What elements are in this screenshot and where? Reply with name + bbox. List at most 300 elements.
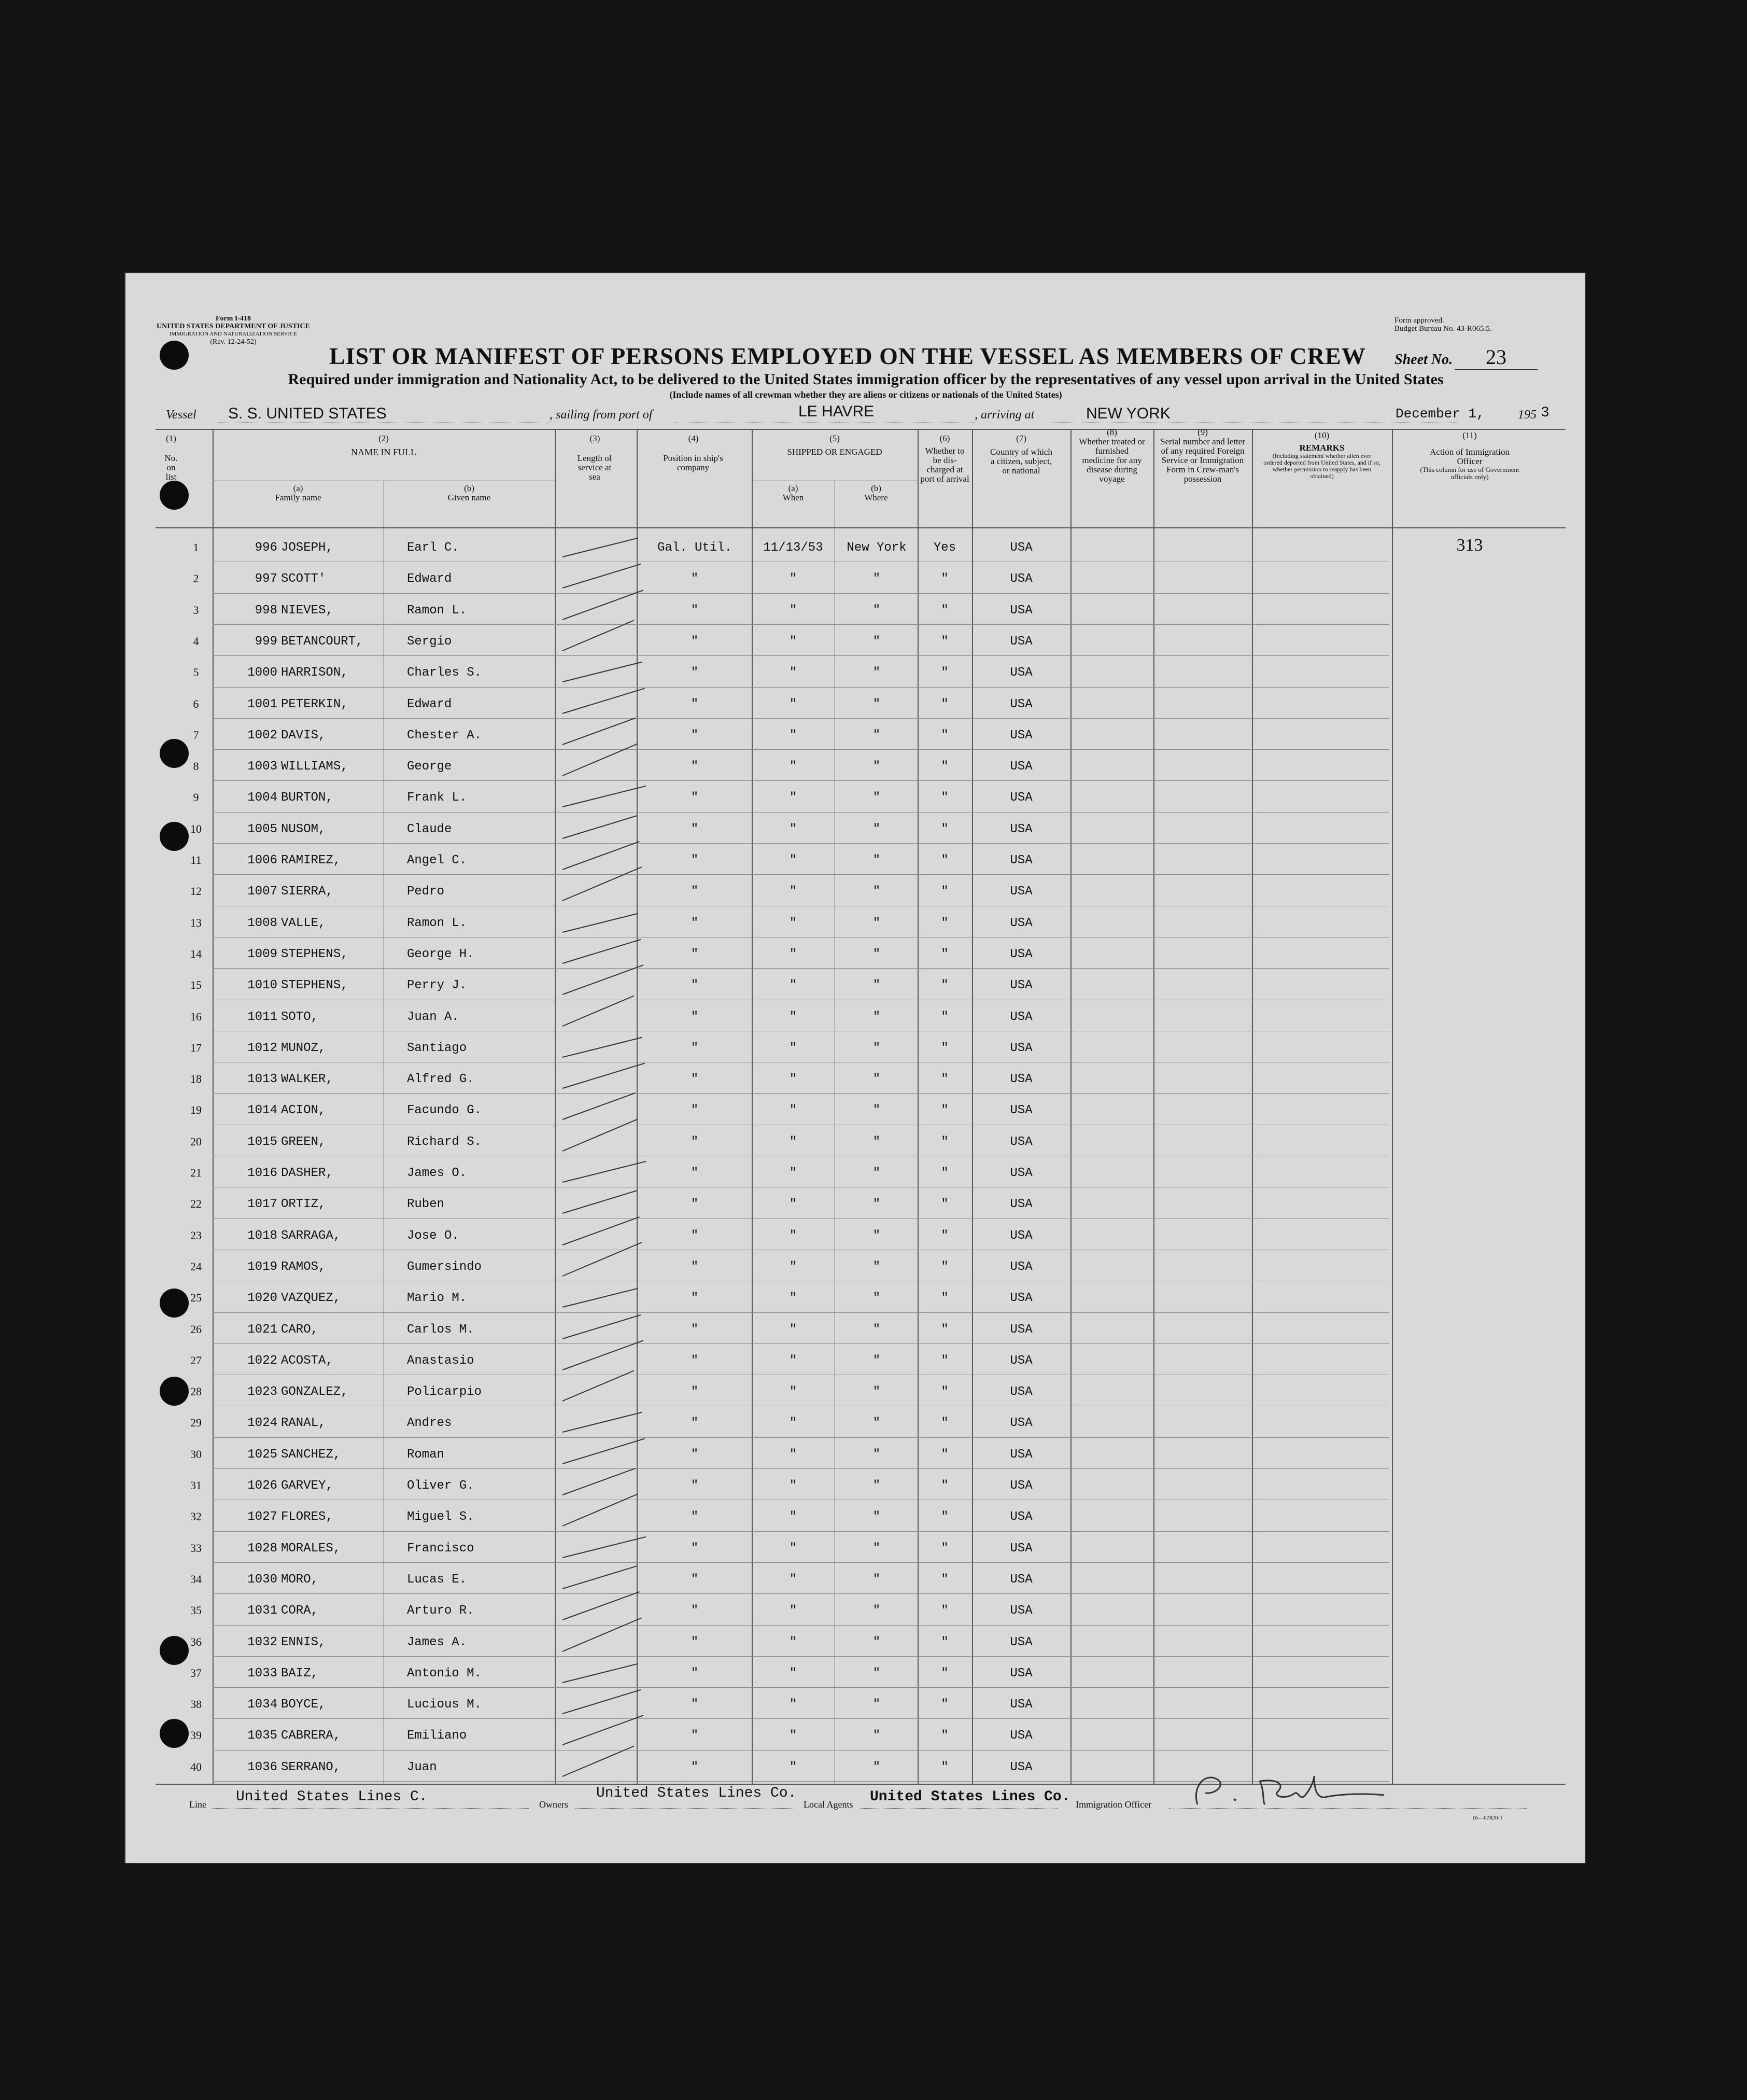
family-name: JOSEPH, [281, 541, 333, 555]
col11-number: (11) [1462, 430, 1477, 440]
service-check-mark [562, 815, 637, 839]
shipped-when: " [789, 1416, 797, 1431]
service-check-mark [562, 743, 638, 776]
shipped-where: " [872, 1197, 881, 1212]
shipped-where: " [872, 1385, 881, 1399]
col1-header [158, 434, 184, 482]
col2a-header [213, 484, 384, 502]
row-rule [213, 1468, 1389, 1469]
position: " [691, 1353, 699, 1368]
row-rule [213, 1437, 1389, 1438]
row-number: 33 [190, 1541, 202, 1555]
row-number: 11 [190, 853, 202, 866]
col5a-header [752, 484, 835, 502]
crew-list-id: 1024 [247, 1416, 277, 1431]
discharged: " [941, 1103, 949, 1118]
service-check-mark [562, 1412, 642, 1433]
crew-list-id: 1018 [247, 1228, 277, 1243]
service-check-mark [562, 662, 642, 682]
crew-list-id: 1008 [247, 916, 277, 930]
position: " [691, 1166, 699, 1180]
departure-port: LE HAVRE [798, 403, 875, 420]
given-name: George [407, 760, 452, 774]
row-number: 22 [190, 1197, 202, 1211]
country: USA [1010, 1259, 1033, 1274]
country: USA [1010, 1228, 1033, 1243]
country: USA [1010, 1541, 1033, 1556]
service-check-mark [562, 1468, 636, 1495]
family-name: SANCHEZ, [281, 1447, 341, 1462]
discharged: " [941, 1698, 949, 1712]
col2b-title: Given name [447, 493, 491, 502]
crew-list-id: 1004 [247, 791, 277, 805]
owners-value: United States Lines Co. [596, 1785, 797, 1801]
shipped-where: " [872, 791, 881, 805]
shipped-when: " [789, 916, 797, 930]
service-check-mark [562, 1340, 644, 1370]
family-name: HARRISON, [281, 666, 348, 680]
service-check-mark [562, 1565, 637, 1589]
crew-list-id: 1015 [247, 1135, 277, 1149]
given-name: Mario M. [407, 1291, 467, 1306]
divider-1 [213, 429, 214, 1784]
given-name: Gumersindo [407, 1259, 482, 1274]
punch-hole [160, 1636, 189, 1665]
family-name: RAMOS, [281, 1259, 326, 1274]
family-name: ORTIZ, [281, 1197, 326, 1212]
row-number: 16 [190, 1010, 202, 1023]
col7-number: (7) [1016, 433, 1026, 443]
service-check-mark [562, 1063, 645, 1089]
vessel-name: S. S. UNITED STATES [228, 405, 387, 422]
country: USA [1010, 1666, 1033, 1681]
shipped-where: " [872, 947, 881, 961]
given-name: Charles S. [407, 666, 482, 680]
country: USA [1010, 1729, 1033, 1743]
crew-list-id: 1023 [247, 1385, 277, 1399]
row-rule [213, 593, 1389, 594]
row-rule [213, 1656, 1389, 1657]
family-name: MORO, [281, 1572, 319, 1587]
position: " [691, 1729, 699, 1743]
shipped-when: " [789, 1291, 797, 1306]
crew-list-id: 1036 [247, 1760, 277, 1774]
owners-underline [575, 1808, 793, 1809]
shipped-when: " [789, 791, 797, 805]
given-name: Chester A. [407, 728, 482, 743]
given-name: Claude [407, 822, 452, 836]
shipped-when: " [789, 1197, 797, 1212]
col11-header [1392, 431, 1547, 481]
family-name: RANAL, [281, 1416, 326, 1431]
crew-list-id: 1025 [247, 1447, 277, 1462]
given-name: George H. [407, 947, 474, 961]
col10-title: REMARKS [1299, 443, 1345, 453]
shipped-when: " [789, 1447, 797, 1462]
row-number: 31 [190, 1479, 202, 1492]
crew-list-id: 1030 [247, 1572, 277, 1587]
row-number: 40 [190, 1760, 202, 1773]
row-number: 28 [190, 1385, 202, 1398]
service-check-mark [562, 1161, 646, 1183]
service-check-mark [562, 1242, 642, 1277]
row-number: 7 [193, 728, 199, 741]
service-check-mark [562, 939, 641, 964]
crew-list-id: 1006 [247, 853, 277, 867]
owners-label: Owners [539, 1799, 568, 1810]
col7-header [972, 434, 1070, 475]
shipped-when: " [789, 1353, 797, 1368]
crew-list-id: 1026 [247, 1479, 277, 1493]
row-rule [213, 780, 1389, 781]
family-name: DAVIS, [281, 728, 326, 743]
agents-value: United States Lines Co. [870, 1789, 1070, 1805]
service-check-mark [562, 964, 644, 995]
family-name: RAMIREZ, [281, 853, 341, 867]
discharged: " [941, 1072, 949, 1087]
row-number: 32 [190, 1510, 202, 1523]
shipped-when: " [789, 1385, 797, 1399]
line-value: United States Lines C. [236, 1789, 428, 1805]
shipped-where: " [872, 1259, 881, 1274]
service-check-mark [562, 1591, 640, 1620]
shipped-where: " [872, 1635, 881, 1649]
discharged: " [941, 1447, 949, 1462]
shipped-when: " [789, 1041, 797, 1055]
shipped-where: " [872, 697, 881, 711]
service-check-mark [562, 867, 642, 902]
discharged: " [941, 1510, 949, 1524]
service-check-mark [562, 1438, 645, 1464]
family-name: GARVEY, [281, 1479, 333, 1493]
col10-number: (10) [1314, 430, 1330, 440]
col8-header [1070, 428, 1153, 484]
given-name: Santiago [407, 1041, 467, 1055]
position: " [691, 1698, 699, 1712]
crew-list-id: 1034 [247, 1698, 277, 1712]
given-name: Oliver G. [407, 1479, 474, 1493]
row-rule [213, 1718, 1389, 1719]
family-name: NIEVES, [281, 603, 333, 618]
shipped-when: 11/13/53 [763, 541, 823, 555]
row-rule [213, 812, 1389, 813]
divider-6 [972, 429, 973, 1784]
page-title: LIST OR MANIFEST OF PERSONS EMPLOYED ON THE VESSEL AS MEMBERS OF CREW [329, 343, 1366, 369]
crew-list-id: 1021 [247, 1322, 277, 1337]
position: " [691, 634, 699, 649]
arrival-port: NEW YORK [1086, 405, 1171, 422]
family-name: STEPHENS, [281, 978, 348, 993]
discharged: " [941, 666, 949, 680]
col8-number: (8) [1107, 427, 1117, 437]
col11-title: Action of Immigration Officer [1430, 447, 1510, 466]
col2b-header [384, 484, 555, 502]
col11-subtitle: (This column for use of Government officials only) [1420, 466, 1519, 481]
service-check-mark [562, 1037, 642, 1058]
shipped-where: New York [847, 541, 907, 555]
country: USA [1010, 1197, 1033, 1212]
col9-title: Serial number and letter of any required Foreign Service or Immigration Form in Crew-man's possession [1160, 437, 1245, 484]
service-check-mark [562, 590, 644, 620]
row-rule [213, 1093, 1389, 1094]
shipped-where: " [872, 1072, 881, 1087]
line-label: Line [189, 1799, 206, 1810]
position: " [691, 1447, 699, 1462]
crew-list-id: 1016 [247, 1166, 277, 1180]
country: USA [1010, 916, 1033, 930]
col2-title: NAME IN FULL [351, 447, 416, 457]
service-check-mark [562, 913, 638, 932]
revision: (Rev. 12-24-52) [210, 338, 257, 346]
family-name: STEPHENS, [281, 947, 348, 961]
position: " [691, 1760, 699, 1774]
discharged: " [941, 1322, 949, 1337]
country: USA [1010, 760, 1033, 774]
shipped-when: " [789, 666, 797, 680]
shipped-where: " [872, 1698, 881, 1712]
punch-hole [160, 822, 189, 851]
row-rule [213, 1343, 1389, 1344]
country: USA [1010, 1572, 1033, 1587]
crew-list-id: 1035 [247, 1729, 277, 1743]
row-rule [213, 1562, 1389, 1563]
col2b-number: (b) [464, 483, 474, 493]
sheet-number-block [1394, 345, 1538, 370]
row-number: 10 [190, 822, 202, 835]
row-number: 17 [190, 1041, 202, 1054]
col5-number: (5) [829, 433, 840, 443]
crew-list-id: 1033 [247, 1666, 277, 1681]
crew-list-id: 1032 [247, 1635, 277, 1649]
family-name: MORALES, [281, 1541, 341, 1556]
position: Gal. Util. [657, 541, 732, 555]
crew-list-id: 1027 [247, 1510, 277, 1524]
shipped-when: " [789, 603, 797, 618]
country: USA [1010, 666, 1033, 680]
row-rule [213, 624, 1389, 625]
form-number: Form I-418 [215, 315, 251, 323]
row-number: 36 [190, 1635, 202, 1648]
country: USA [1010, 822, 1033, 836]
include-note: (Include names of all crewman whether they are aliens or citizens or nationals of the United States) [669, 389, 1062, 400]
print-code: 16—67820-1 [1472, 1815, 1503, 1821]
family-name: SCOTT' [281, 572, 326, 586]
crew-list-id: 1017 [247, 1197, 277, 1212]
country: USA [1010, 603, 1033, 618]
country: USA [1010, 1416, 1033, 1431]
shipped-where: " [872, 1041, 881, 1055]
discharged: " [941, 1259, 949, 1274]
shipped-when: " [789, 1541, 797, 1556]
shipped-when: " [789, 947, 797, 961]
discharged: " [941, 1385, 949, 1399]
country: USA [1010, 1322, 1033, 1337]
divider-8 [1153, 429, 1154, 1784]
shipped-where: " [872, 978, 881, 993]
shipped-where: " [872, 1322, 881, 1337]
row-number: 1 [193, 541, 199, 554]
department: UNITED STATES DEPARTMENT OF JUSTICE [157, 323, 310, 330]
crew-list-id: 1020 [247, 1291, 277, 1306]
discharged: " [941, 1541, 949, 1556]
family-name: NUSOM, [281, 822, 326, 836]
shipped-where: " [872, 603, 881, 618]
family-name: WALKER, [281, 1072, 333, 1087]
discharged: " [941, 1166, 949, 1180]
position: " [691, 1635, 699, 1649]
col5b-number: (b) [871, 483, 881, 493]
shipped-where: " [872, 1447, 881, 1462]
shipped-where: " [872, 634, 881, 649]
divider-4 [752, 429, 753, 1784]
service-check-mark [562, 1689, 641, 1714]
shipped-when: " [789, 697, 797, 711]
shipped-when: " [789, 1604, 797, 1618]
punch-hole [160, 1719, 189, 1748]
shipped-when: " [789, 1010, 797, 1024]
country: USA [1010, 1635, 1033, 1649]
country: USA [1010, 634, 1033, 649]
crew-list-id: 1002 [247, 728, 277, 743]
crew-list-id: 996 [255, 541, 277, 555]
shipped-when: " [789, 853, 797, 867]
col1-number: (1) [166, 433, 176, 443]
officer-label: Immigration Officer [1076, 1799, 1152, 1810]
discharged: " [941, 1572, 949, 1587]
punch-hole [160, 481, 189, 510]
discharged: " [941, 1197, 949, 1212]
family-name: ACOSTA, [281, 1353, 333, 1368]
family-name: MUNOZ, [281, 1041, 326, 1055]
discharged: " [941, 1228, 949, 1243]
given-name: Lucious M. [407, 1698, 482, 1712]
shipped-where: " [872, 1291, 881, 1306]
action-officer: 313 [1456, 536, 1483, 555]
given-name: Miguel S. [407, 1510, 474, 1524]
country: USA [1010, 1010, 1033, 1024]
shipped-where: " [872, 1666, 881, 1681]
table-top-rule [156, 429, 1566, 430]
shipped-when: " [789, 1228, 797, 1243]
crew-list-id: 1009 [247, 947, 277, 961]
crew-list-id: 1019 [247, 1259, 277, 1274]
row-number: 9 [193, 791, 199, 804]
family-name: SERRANO, [281, 1760, 341, 1774]
position: " [691, 1604, 699, 1618]
shipped-when: " [789, 760, 797, 774]
row-number: 39 [190, 1729, 202, 1742]
position: " [691, 1072, 699, 1087]
given-name: Edward [407, 697, 452, 711]
position: " [691, 697, 699, 711]
crew-list-id: 1003 [247, 760, 277, 774]
position: " [691, 791, 699, 805]
shipped-where: " [872, 885, 881, 899]
crew-list-id: 1001 [247, 697, 277, 711]
discharged: " [941, 1666, 949, 1681]
punch-hole [160, 1289, 189, 1318]
country: USA [1010, 1760, 1033, 1774]
col5-header [752, 434, 918, 457]
shipped-where: " [872, 1479, 881, 1493]
row-rule [213, 718, 1389, 719]
position: " [691, 1103, 699, 1118]
discharged: " [941, 1010, 949, 1024]
crew-list-id: 1013 [247, 1072, 277, 1087]
row-number: 15 [190, 978, 202, 992]
col6-number: (6) [939, 433, 950, 443]
sheet-number: 23 [1455, 345, 1538, 370]
country: USA [1010, 541, 1033, 555]
position: " [691, 1385, 699, 1399]
given-name: Edward [407, 572, 452, 586]
service-check-mark [562, 1314, 641, 1339]
service-check-mark [562, 564, 641, 589]
position: " [691, 728, 699, 743]
crew-list-id: 1022 [247, 1353, 277, 1368]
service-check-mark [562, 1190, 637, 1214]
shipped-where: " [872, 760, 881, 774]
given-name: James A. [407, 1635, 467, 1649]
col2-header [213, 434, 555, 457]
approval-block [1394, 316, 1560, 333]
position: " [691, 666, 699, 680]
discharged: " [941, 1604, 949, 1618]
row-number: 34 [190, 1572, 202, 1586]
country: USA [1010, 1353, 1033, 1368]
service-check-mark [562, 1715, 644, 1746]
given-name: Sergio [407, 634, 452, 649]
col2a-title: Family name [275, 493, 321, 502]
row-number: 38 [190, 1698, 202, 1711]
family-name: GREEN, [281, 1135, 326, 1149]
discharged: Yes [933, 541, 956, 555]
given-name: Andres [407, 1416, 452, 1431]
family-name: VALLE, [281, 916, 326, 930]
row-number: 14 [190, 947, 202, 960]
shipped-when: " [789, 1479, 797, 1493]
discharged: " [941, 885, 949, 899]
country: USA [1010, 1103, 1033, 1118]
family-name: SIERRA, [281, 885, 333, 899]
shipped-when: " [789, 1572, 797, 1587]
col1-title: No. on list [164, 453, 178, 482]
discharged: " [941, 791, 949, 805]
family-name: DASHER, [281, 1166, 333, 1180]
shipped-when: " [789, 1760, 797, 1774]
family-name: BETANCOURT, [281, 634, 363, 649]
given-name: Lucas E. [407, 1572, 467, 1587]
arrival-date: December 1, [1396, 406, 1485, 422]
family-name: VAZQUEZ, [281, 1291, 341, 1306]
shipped-where: " [872, 1416, 881, 1431]
crew-list-id: 1028 [247, 1541, 277, 1556]
position: " [691, 1010, 699, 1024]
given-name: Facundo G. [407, 1103, 482, 1118]
service-check-mark [562, 786, 646, 807]
row-number: 30 [190, 1447, 202, 1461]
shipped-where: " [872, 1103, 881, 1118]
shipped-where: " [872, 728, 881, 743]
shipped-where: " [872, 1729, 881, 1743]
family-name: FLORES, [281, 1510, 333, 1524]
given-name: Carlos M. [407, 1322, 474, 1337]
given-name: Arturo R. [407, 1604, 474, 1618]
given-name: Richard S. [407, 1135, 482, 1149]
row-number: 37 [190, 1666, 202, 1679]
position: " [691, 853, 699, 867]
family-name: CORA, [281, 1604, 319, 1618]
